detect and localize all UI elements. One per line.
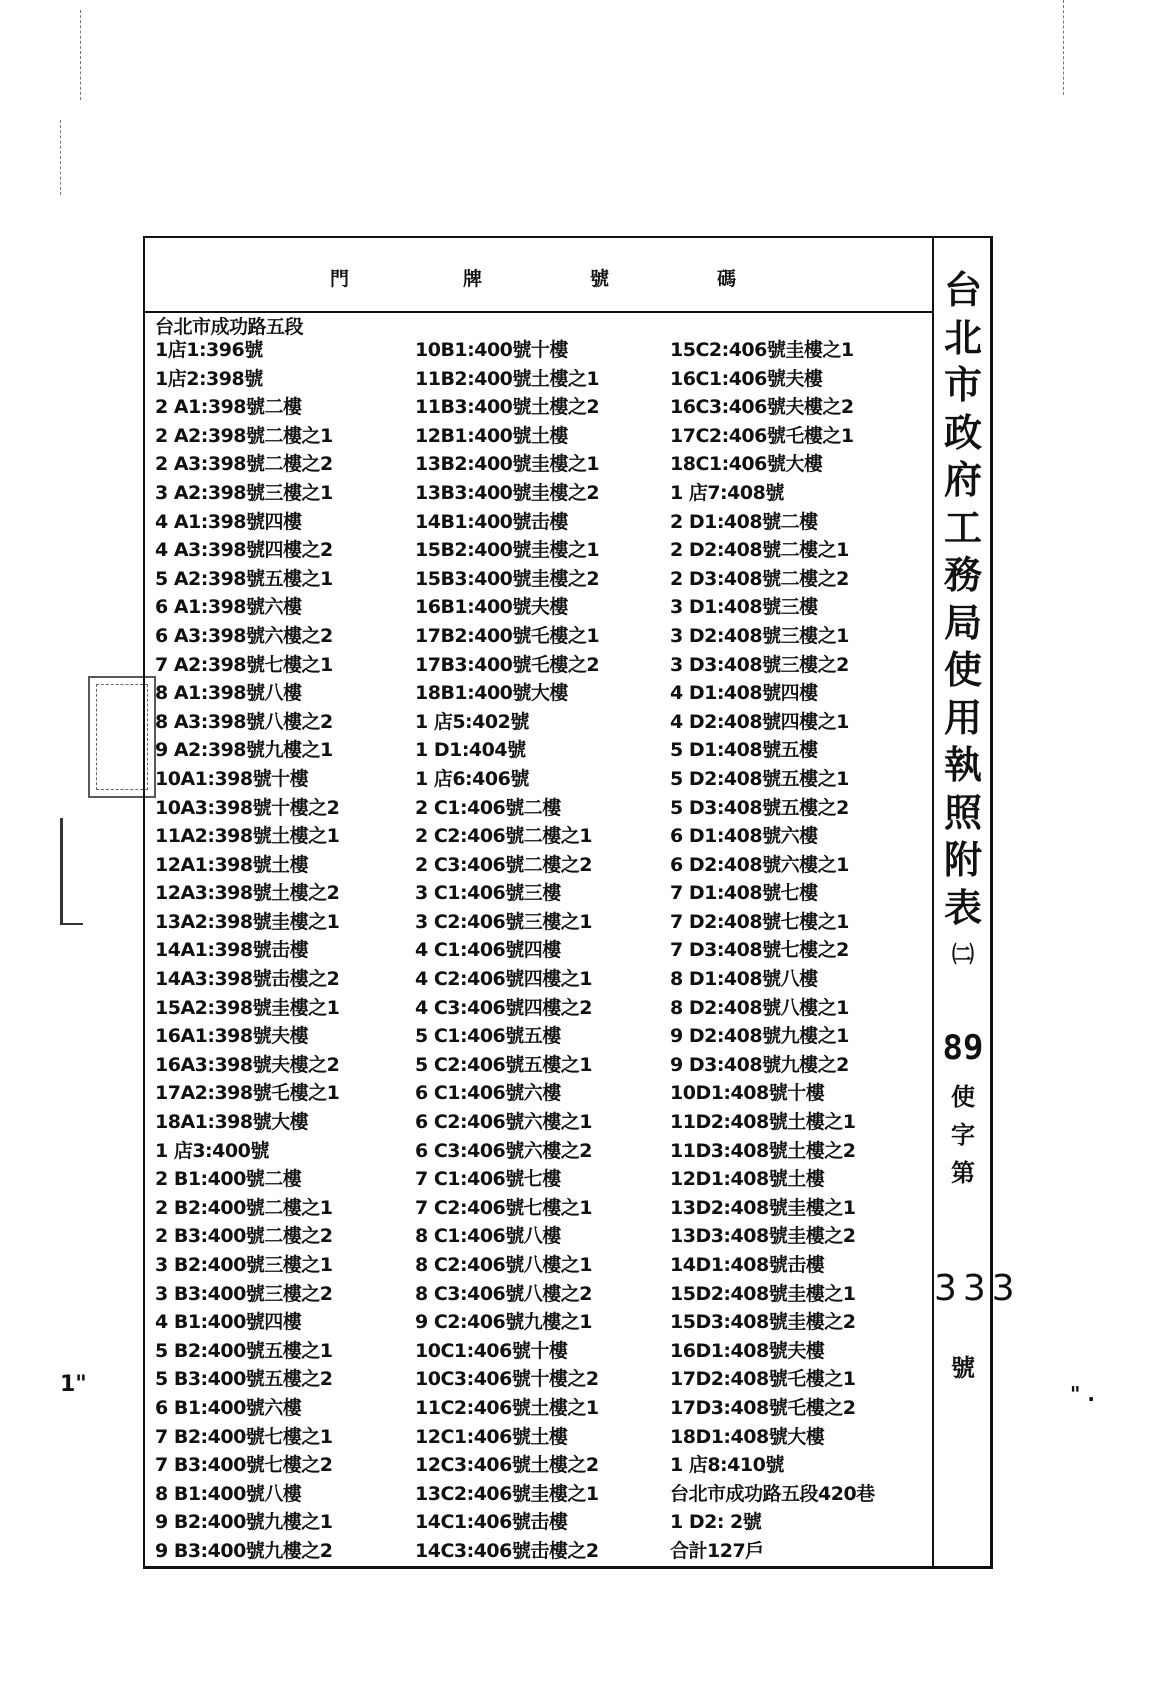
- address-entry: 台北市成功路五段420巷: [670, 1482, 875, 1505]
- address-entry: 3 C2:406號三樓之1: [415, 910, 592, 933]
- address-entry: 6 B1:400號六樓: [155, 1396, 302, 1419]
- address-entry: 7 B3:400號七樓之2: [155, 1454, 333, 1477]
- address-entry: 3 A2:398號三樓之1: [155, 481, 333, 504]
- address-entry: 2 A3:398號二樓之2: [155, 453, 333, 476]
- address-entry: 6 C1:406號六樓: [415, 1082, 561, 1105]
- header-char: 碼: [717, 268, 737, 290]
- right-margin-mark: " .: [1070, 1382, 1095, 1406]
- address-entry: 2 C1:406號二樓: [415, 796, 561, 819]
- address-entry: 17B3:400號乇樓之2: [415, 653, 600, 676]
- address-entry: 10C3:406號十樓之2: [415, 1368, 599, 1391]
- address-entry: 6 A1:398號六樓: [155, 596, 302, 619]
- address-entry: 7 B2:400號七樓之1: [155, 1425, 333, 1448]
- scan-edge-mark: [60, 120, 61, 195]
- address-entry: 11C2:406號土樓之1: [415, 1396, 599, 1419]
- title-char: 市: [943, 362, 982, 407]
- stamp-fragment: [60, 818, 83, 925]
- header-char: 牌: [463, 268, 483, 290]
- address-entry: 1 店3:400號: [155, 1139, 269, 1162]
- address-entry: 14A3:398號击樓之2: [155, 968, 340, 991]
- address-entry: 12B1:400號土樓: [415, 424, 568, 447]
- address-entry: 8 C1:406號八樓: [415, 1225, 561, 1248]
- permit-word-char: 字: [951, 1121, 975, 1149]
- permit-word-char: 第: [951, 1159, 975, 1187]
- address-entry: 17B2:400號乇樓之1: [415, 624, 600, 647]
- address-entry: 15D3:408號圭樓之2: [670, 1311, 856, 1334]
- address-entry: 18D1:408號大樓: [670, 1425, 825, 1448]
- address-entry: 3 D1:408號三樓: [670, 596, 818, 619]
- address-entry: 10C1:406號十樓: [415, 1339, 568, 1362]
- address-entry: 12A3:398號土樓之2: [155, 882, 340, 905]
- address-entry: 15B3:400號圭樓之2: [415, 567, 600, 590]
- address-entry: 12A1:398號土樓: [155, 853, 309, 876]
- address-entry: 8 B1:400號八樓: [155, 1482, 302, 1505]
- address-entry: 15D2:408號圭樓之1: [670, 1282, 856, 1305]
- address-entry: 9 C2:406號九樓之1: [415, 1311, 592, 1334]
- address-entry: 18A1:398號大樓: [155, 1111, 309, 1134]
- address-entry: 7 D1:408號七樓: [670, 882, 818, 905]
- address-entry: 9 B3:400號九樓之2: [155, 1539, 333, 1562]
- title-char: 台: [943, 267, 982, 312]
- address-entry: 7 A2:398號七樓之1: [155, 653, 333, 676]
- address-entry: 1 店6:406號: [415, 767, 529, 790]
- address-entry: 6 C3:406號六樓之2: [415, 1139, 592, 1162]
- address-entry: 11D2:408號土樓之1: [670, 1111, 856, 1134]
- address-table: [143, 236, 1021, 1569]
- permit-number: 333: [934, 1268, 1021, 1309]
- address-entry: 16C3:406號夫樓之2: [670, 396, 854, 419]
- address-entry: 5 C2:406號五樓之1: [415, 1053, 592, 1076]
- address-entry: 3 C1:406號三樓: [415, 882, 561, 905]
- title-char: 表: [943, 884, 982, 930]
- address-column-3: [670, 336, 875, 1566]
- address-entry: 14A1:398號击樓: [155, 939, 309, 962]
- title-char: 使: [943, 647, 982, 692]
- address-entry: 8 A3:398號八樓之2: [155, 710, 333, 733]
- address-entry: 11A2:398號土樓之1: [155, 825, 340, 848]
- address-entry: 12C3:406號土樓之2: [415, 1454, 599, 1477]
- address-entry: 2 D1:408號二樓: [670, 510, 818, 533]
- address-entry: 9 B2:400號九樓之1: [155, 1511, 333, 1534]
- address-entry: 4 A3:398號四樓之2: [155, 539, 333, 562]
- address-entry: 13A2:398號圭樓之1: [155, 910, 340, 933]
- address-entry: 15A2:398號圭樓之1: [155, 996, 340, 1019]
- address-entry: 9 D3:408號九樓之2: [670, 1053, 849, 1076]
- address-entry: 13D2:408號圭樓之1: [670, 1196, 856, 1219]
- title-char: 政: [943, 409, 982, 455]
- address-entry: 8 D1:408號八樓: [670, 968, 818, 991]
- address-entry: 1店1:396號: [155, 339, 263, 361]
- address-entry: 2 C2:406號二樓之1: [415, 825, 592, 848]
- address-entry: 6 C2:406號六樓之1: [415, 1111, 592, 1134]
- address-entry: 13D3:408號圭樓之2: [670, 1225, 856, 1248]
- address-entry: 4 D2:408號四樓之1: [670, 710, 849, 733]
- address-entry: 5 B2:400號五樓之1: [155, 1339, 333, 1362]
- address-entry: 2 C3:406號二樓之2: [415, 853, 592, 876]
- scan-edge-mark: [80, 10, 81, 100]
- permit-word-char: 使: [951, 1083, 975, 1111]
- address-entry: 2 D2:408號二樓之1: [670, 539, 849, 562]
- address-entry: 10D1:408號十樓: [670, 1082, 825, 1105]
- address-entry: 7 D2:408號七樓之1: [670, 910, 849, 933]
- address-entry: 17C2:406號乇樓之1: [670, 424, 854, 447]
- address-entry: 16B1:400號夫樓: [415, 596, 568, 619]
- address-column-2: [415, 336, 599, 1566]
- address-entry: 5 D2:408號五樓之1: [670, 767, 849, 790]
- address-entry: 12C1:406號土樓: [415, 1425, 568, 1448]
- vertical-title: [934, 266, 992, 931]
- address-entry: 3 D3:408號三樓之2: [670, 653, 849, 676]
- address-entry: 4 C3:406號四樓之2: [415, 996, 592, 1019]
- address-entry: 1 D2: 2號: [670, 1511, 762, 1534]
- address-entry: 16A1:398號夫樓: [155, 1025, 309, 1048]
- address-entry: 8 C3:406號八樓之2: [415, 1282, 592, 1305]
- address-entry: 2 B3:400號二樓之2: [155, 1225, 333, 1248]
- address-entry: 13C2:406號圭樓之1: [415, 1482, 599, 1505]
- address-entry: 16D1:408號夫樓: [670, 1339, 825, 1362]
- address-entry: 10B1:400號十樓: [415, 339, 568, 361]
- street-heading: 台北市成功路五段: [155, 316, 304, 338]
- title-char: 執: [943, 742, 982, 787]
- title-char: 北: [943, 314, 982, 360]
- address-entry: 3 B3:400號三樓之2: [155, 1282, 333, 1305]
- title-char: 務: [943, 552, 982, 597]
- address-entry: 15C2:406號圭樓之1: [670, 339, 854, 361]
- address-entry: 2 B1:400號二樓: [155, 1168, 302, 1191]
- address-entry: 2 A1:398號二樓: [155, 396, 302, 419]
- address-entry: 11D3:408號土樓之2: [670, 1139, 856, 1162]
- address-entry: 14B1:400號击樓: [415, 510, 568, 533]
- address-entry: 4 B1:400號四樓: [155, 1311, 302, 1334]
- address-entry: 1 店8:410號: [670, 1454, 784, 1477]
- address-entry: 4 D1:408號四樓: [670, 682, 818, 705]
- address-entry: 1 店7:408號: [670, 481, 784, 504]
- header-char: 號: [590, 268, 610, 290]
- address-entry: 14D1:408號击樓: [670, 1254, 825, 1276]
- table-number: ㈡: [951, 943, 974, 968]
- address-entry: 4 C2:406號四樓之1: [415, 968, 592, 991]
- address-entry: 9 D2:408號九樓之1: [670, 1025, 849, 1048]
- left-margin-mark: 1": [60, 1372, 87, 1397]
- address-entry: 11B3:400號土樓之2: [415, 396, 600, 419]
- address-entry: 5 D1:408號五樓: [670, 739, 818, 762]
- address-entry: 17D2:408號乇樓之1: [670, 1368, 856, 1391]
- address-entry: 5 A2:398號五樓之1: [155, 567, 333, 590]
- address-entry: 11B2:400號土樓之1: [415, 367, 600, 390]
- address-entry: 4 C1:406號四樓: [415, 939, 561, 962]
- address-entry: 6 D2:408號六樓之1: [670, 853, 849, 876]
- address-entry: 2 B2:400號二樓之1: [155, 1196, 333, 1219]
- address-column-1: [155, 318, 339, 1566]
- address-entry: 5 B3:400號五樓之2: [155, 1368, 333, 1391]
- address-entry: 合計127戶: [670, 1539, 764, 1562]
- title-char: 用: [943, 694, 982, 740]
- scan-edge-mark: [1063, 0, 1064, 95]
- address-entry: 12D1:408號土樓: [670, 1168, 825, 1191]
- address-entry: 5 C1:406號五樓: [415, 1025, 561, 1048]
- address-entry: 14C3:406號击樓之2: [415, 1539, 599, 1562]
- title-char: 局: [943, 599, 982, 645]
- title-char: 工: [943, 504, 982, 550]
- title-char: 照: [943, 789, 982, 835]
- address-entry: 3 D2:408號三樓之1: [670, 624, 849, 647]
- address-entry: 13B3:400號圭樓之2: [415, 481, 600, 504]
- address-entry: 10A1:398號十樓: [155, 767, 309, 790]
- address-entry: 4 A1:398號四樓: [155, 510, 302, 533]
- title-sidebar: [934, 238, 1021, 1566]
- address-entry: 2 D3:408號二樓之2: [670, 567, 849, 590]
- address-entry: 7 D3:408號七樓之2: [670, 939, 849, 962]
- permit-word: [934, 1078, 992, 1192]
- address-entry: 17A2:398號乇樓之1: [155, 1082, 340, 1105]
- address-entry: 5 D3:408號五樓之2: [670, 796, 849, 819]
- address-entry: 1 店5:402號: [415, 710, 529, 733]
- address-entry: 2 A2:398號二樓之1: [155, 424, 333, 447]
- header-char: 門: [330, 268, 350, 290]
- address-entry: 14C1:406號击樓: [415, 1511, 568, 1534]
- address-entry: 18B1:400號大樓: [415, 682, 568, 705]
- title-char: 府: [943, 457, 982, 502]
- table-header: [145, 238, 932, 313]
- address-entry: 13B2:400號圭樓之1: [415, 453, 600, 476]
- permit-year: 89: [942, 1028, 984, 1068]
- address-entry: 17D3:408號乇樓之2: [670, 1396, 856, 1419]
- address-entry: 6 A3:398號六樓之2: [155, 624, 333, 647]
- address-entry: 18C1:406號大樓: [670, 453, 823, 476]
- permit-suffix: 號: [951, 1354, 975, 1382]
- address-entry: 9 A2:398號九樓之1: [155, 739, 333, 762]
- address-entry: 8 C2:406號八樓之1: [415, 1254, 592, 1276]
- address-entry: 1店2:398號: [155, 367, 263, 390]
- address-entry: 16C1:406號夫樓: [670, 367, 823, 390]
- address-entry: 1 D1:404號: [415, 739, 526, 762]
- address-entry: 8 D2:408號八樓之1: [670, 996, 849, 1019]
- address-entry: 6 D1:408號六樓: [670, 825, 818, 848]
- address-entry: 7 C1:406號七樓: [415, 1168, 561, 1191]
- address-entry: 3 B2:400號三樓之1: [155, 1254, 333, 1276]
- address-entry: 10A3:398號十樓之2: [155, 796, 340, 819]
- address-entry: 7 C2:406號七樓之1: [415, 1196, 592, 1219]
- title-char: 附: [943, 837, 982, 882]
- address-entry: 15B2:400號圭樓之1: [415, 539, 600, 562]
- address-entry: 8 A1:398號八樓: [155, 682, 302, 705]
- address-entry: 16A3:398號夫樓之2: [155, 1053, 340, 1076]
